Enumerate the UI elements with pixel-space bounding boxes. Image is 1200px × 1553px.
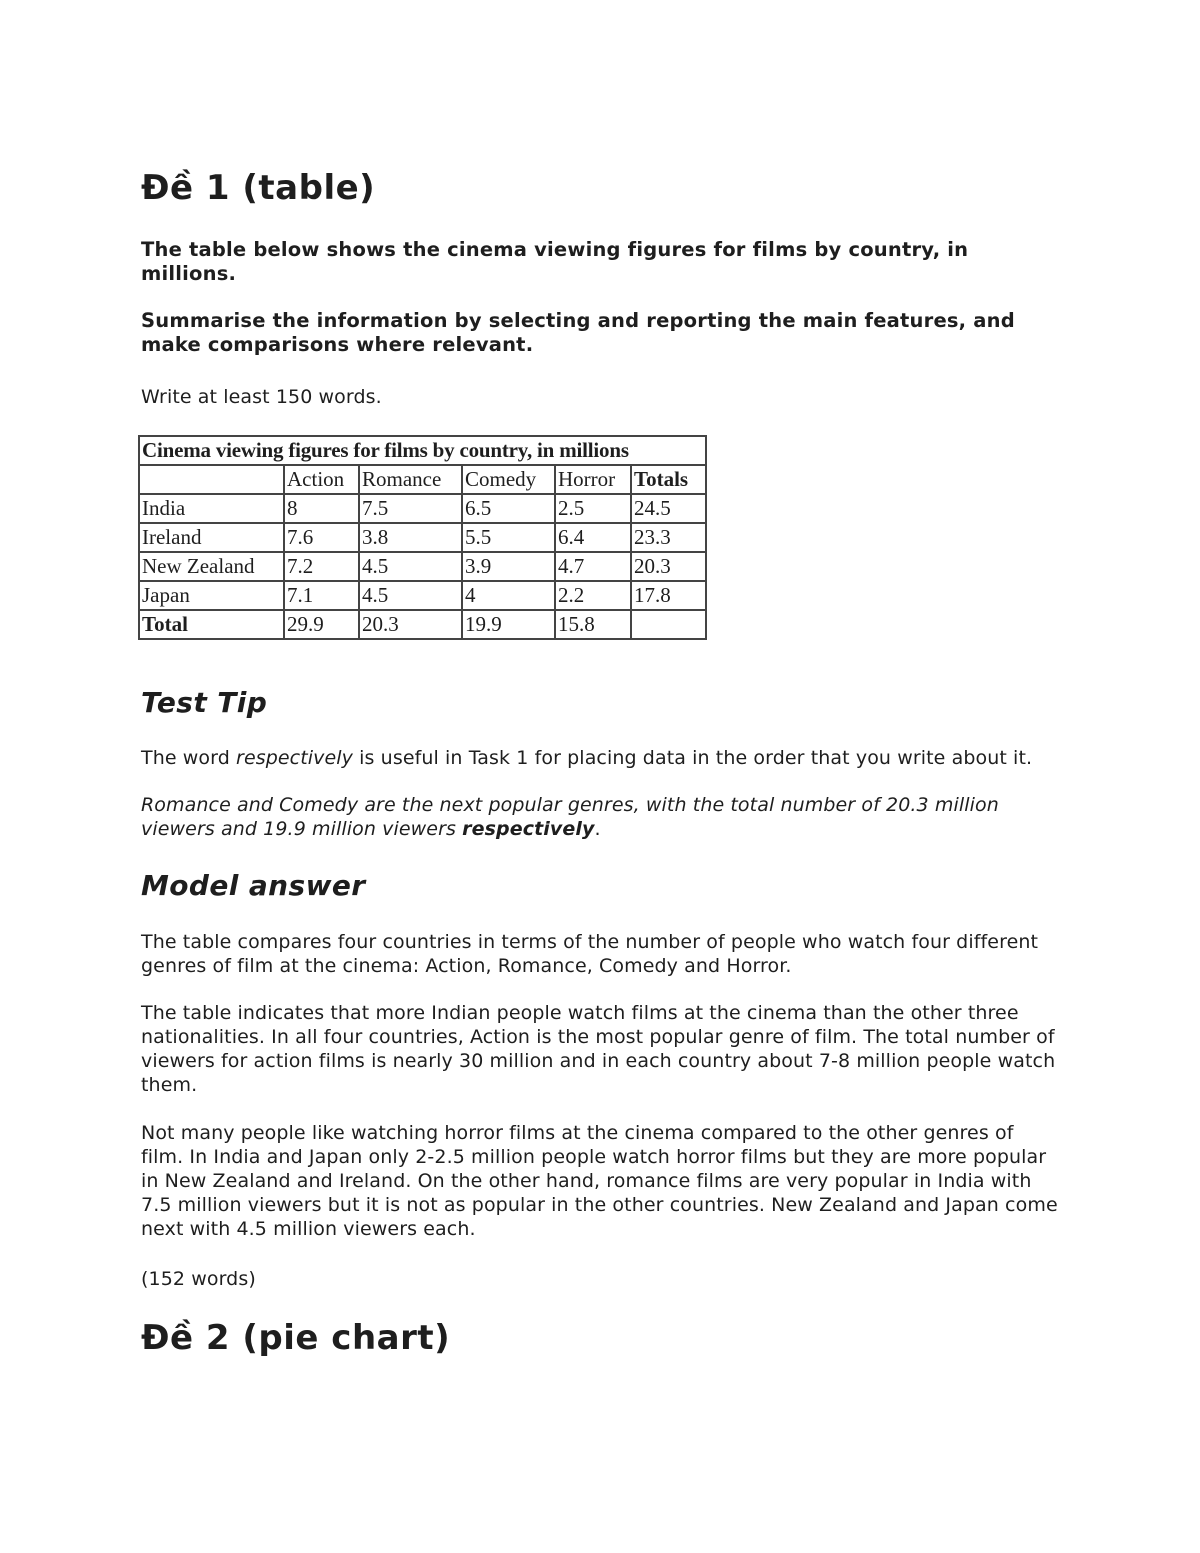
table-cell: 7.5 xyxy=(359,494,462,523)
table-header-cell: Horror xyxy=(555,465,631,494)
section-2-heading: Đề 2 (pie chart) xyxy=(141,1318,451,1358)
table-cell: 23.3 xyxy=(631,523,706,552)
table-cell: 29.9 xyxy=(284,610,359,639)
cinema-table xyxy=(138,435,707,640)
tip-example-part: . xyxy=(594,818,601,840)
table-cell: 17.8 xyxy=(631,581,706,610)
table-header-cell: Comedy xyxy=(462,465,555,494)
table-header-cell xyxy=(139,465,284,494)
table-cell: 7.1 xyxy=(284,581,359,610)
table-row xyxy=(139,552,706,581)
table-cell: 7.2 xyxy=(284,552,359,581)
table-cell: 15.8 xyxy=(555,610,631,639)
table-cell: 19.9 xyxy=(462,610,555,639)
model-answer-heading: Model answer xyxy=(141,869,366,902)
tip-text-part: The word xyxy=(141,747,237,769)
table-cell xyxy=(631,610,706,639)
test-tip-text xyxy=(141,746,1061,770)
table-cell: 6.4 xyxy=(555,523,631,552)
table-header-cell: Romance xyxy=(359,465,462,494)
tip-keyword: respectively xyxy=(236,747,354,769)
table-cell: 4.5 xyxy=(359,581,462,610)
table-cell: 8 xyxy=(284,494,359,523)
table-cell: 4.5 xyxy=(359,552,462,581)
table-cell: 3.8 xyxy=(359,523,462,552)
table-cell: 4 xyxy=(462,581,555,610)
task-instruction: Summarise the information by selecting and reporting the main features, and make comparisons where relevant. xyxy=(141,309,1015,356)
table-header-cell: Totals xyxy=(631,465,706,494)
table-row xyxy=(139,494,706,523)
model-answer-paragraph: The table compares four countries in terms of the number of people who watch four different genres of film at the cinema: Action, Romance, Comedy and Horror. xyxy=(141,931,1039,977)
table-cell: 7.6 xyxy=(284,523,359,552)
word-limit: Write at least 150 words. xyxy=(141,386,382,408)
tip-example-part: Romance and Comedy are the next popular genres, with the total number of 20.3 million viewers and 19.9 million viewers xyxy=(141,794,999,840)
table-caption: Cinema viewing figures for films by country, in millions xyxy=(139,436,706,465)
table-cell: 2.5 xyxy=(555,494,631,523)
table-cell: Total xyxy=(139,610,284,639)
table-caption-row xyxy=(139,436,706,465)
table-cell: 24.5 xyxy=(631,494,706,523)
table-cell: Ireland xyxy=(139,523,284,552)
table-total-row xyxy=(139,610,706,639)
table-cell: Japan xyxy=(139,581,284,610)
table-cell: India xyxy=(139,494,284,523)
tip-example-keyword: respectively xyxy=(462,818,595,840)
table-cell: New Zealand xyxy=(139,552,284,581)
table-cell: 4.7 xyxy=(555,552,631,581)
table-cell: 20.3 xyxy=(359,610,462,639)
table-cell: 6.5 xyxy=(462,494,555,523)
test-tip-heading: Test Tip xyxy=(141,686,268,719)
test-tip-example xyxy=(141,793,1061,841)
table-cell: 20.3 xyxy=(631,552,706,581)
model-answer-paragraph: The table indicates that more Indian people watch films at the cinema than the other three nationalities. In all four countries, Action is the most popular genre of film. The total number of viewers for action films is nearly 30 million and in each country about 7-8 million people watch them. xyxy=(141,1002,1056,1096)
table-row xyxy=(139,581,706,610)
table-row xyxy=(139,523,706,552)
tip-text-part: is useful in Task 1 for placing data in the order that you write about it. xyxy=(353,747,1033,769)
table-header-cell: Action xyxy=(284,465,359,494)
task-description: The table below shows the cinema viewing figures for films by country, in millions. xyxy=(141,238,969,285)
table-cell: 5.5 xyxy=(462,523,555,552)
section-1-heading: Đề 1 (table) xyxy=(141,168,376,208)
word-count: (152 words) xyxy=(141,1268,256,1290)
table-cell: 2.2 xyxy=(555,581,631,610)
table-cell: 3.9 xyxy=(462,552,555,581)
table-header-row xyxy=(139,465,706,494)
model-answer-paragraph: Not many people like watching horror films at the cinema compared to the other genres of film. In India and Japan only 2-2.5 million people watch horror films but they are more popular in New Zealand and Ireland. On the other hand, romance films are very popular in India with 7.5 million viewers but it is not as popular in the other countries. New Zealand and Japan come next with 4.5 million viewers each. xyxy=(141,1122,1058,1240)
